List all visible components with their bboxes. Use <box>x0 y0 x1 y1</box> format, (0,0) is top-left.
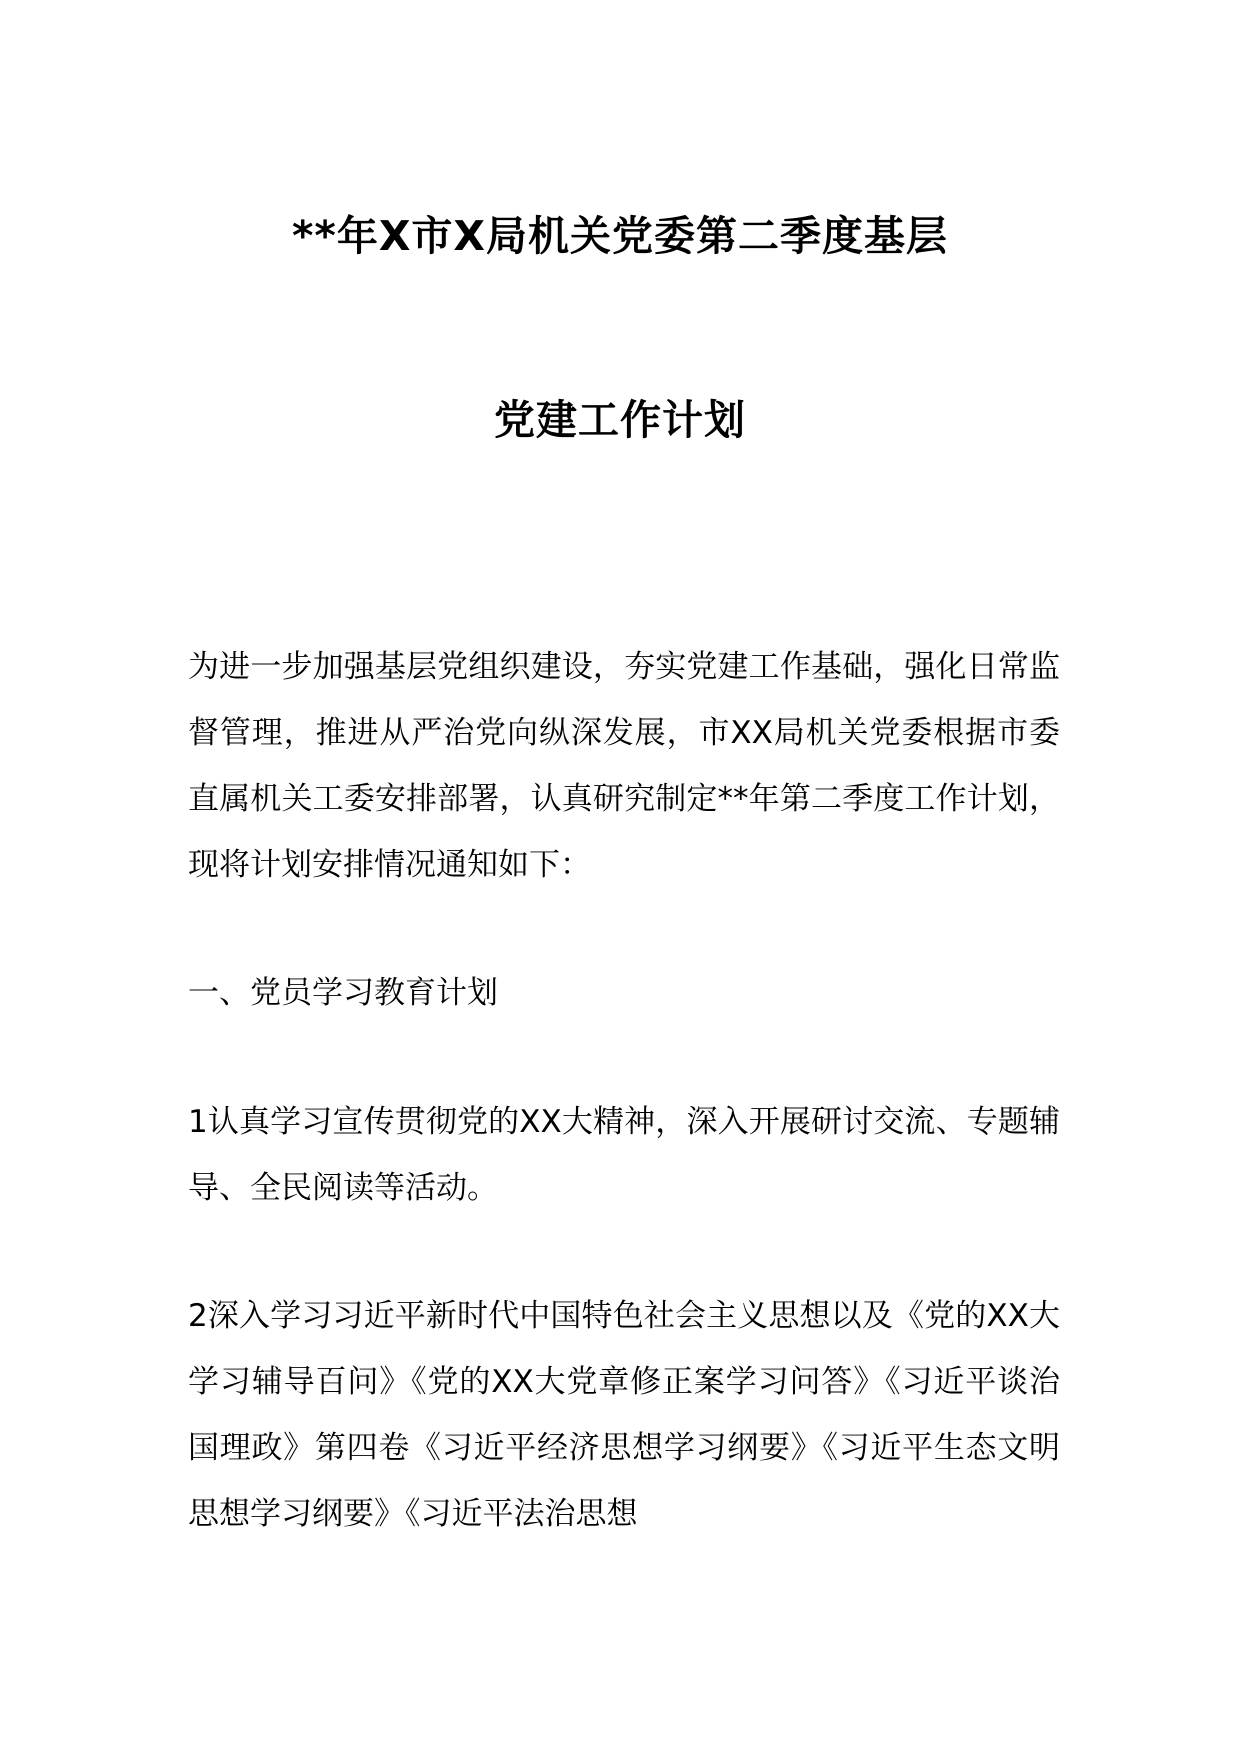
list-item-2: 2深入学习习近平新时代中国特色社会主义思想以及《党的XX大学习辅导百问》《党的XX大党章修正案学习问答》《习近平谈治国理政》第四卷《习近平经济思想学习纲要》《习近平生态文明思想学习纲要》《习近平法治思想 <box>188 1298 1060 1532</box>
intro-paragraph: 为进一步加强基层党组织建设，夯实党建工作基础，强化日常监督管理，推进从严治党向纵深发展，市XX局机关党委根据市委直属机关工委安排部署，认真研究制定**年第二季度工作计划，现将计划安排情况通知如下： <box>188 649 1060 883</box>
document-title-line-2: 党建工作计划 <box>494 396 746 444</box>
list-item-1: 1认真学习宣传贯彻党的XX大精神，深入开展研讨交流、专题辅导、全民阅读等活动。 <box>188 1104 1060 1206</box>
document-title-line-1: **年X市X局机关党委第二季度基层 <box>291 212 949 260</box>
section-heading-study-plan: 一、党员学习教育计划 <box>188 975 498 1011</box>
